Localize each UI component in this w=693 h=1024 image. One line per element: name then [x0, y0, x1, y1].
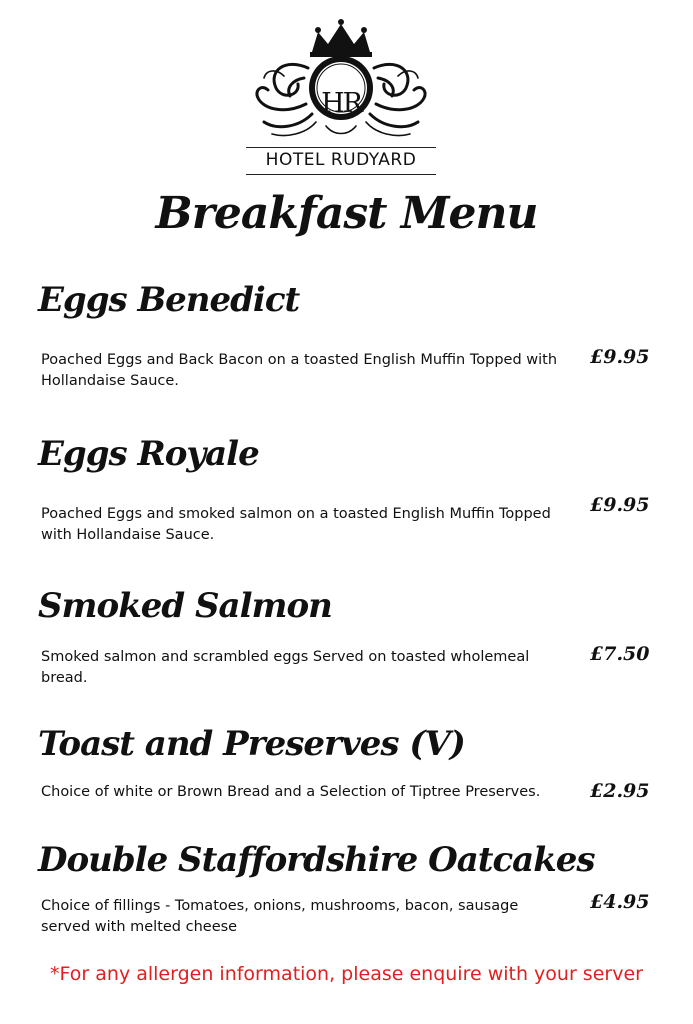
hotel-logo — [246, 18, 436, 170]
item-price-double-staffordshire-oatcakes: £4.95 — [590, 891, 650, 913]
item-description-eggs-benedict: Poached Eggs and Back Bacon on a toasted English Muffin Topped with Hollandaise Sauce. — [41, 352, 558, 389]
item-name-eggs-royale: Eggs Royale — [38, 434, 259, 474]
item-description-eggs-royale: Poached Eggs and smoked salmon on a toasted English Muffin Topped with Hollandaise Sauce. — [41, 506, 551, 543]
item-description-smoked-salmon: Smoked salmon and scrambled eggs Served on toasted wholemeal bread. — [41, 649, 530, 686]
item-name-double-staffordshire-oatcakes: Double Staffordshire Oatcakes — [38, 840, 595, 880]
logo-top-rule — [246, 147, 436, 148]
crown-crest-icon — [246, 18, 436, 146]
item-price-smoked-salmon: £7.50 — [590, 643, 650, 665]
item-price-toast-and-preserves: £2.95 — [590, 780, 650, 802]
item-description-double-staffordshire-oatcakes: Choice of fillings - Tomatoes, onions, mushrooms, bacon, sausage served with melted cheese — [41, 898, 519, 935]
allergen-notice: *For any allergen information, please enquire with your server — [50, 963, 643, 985]
item-name-toast-and-preserves: Toast and Preserves (V) — [38, 724, 465, 764]
item-name-eggs-benedict: Eggs Benedict — [38, 280, 300, 320]
item-price-eggs-royale: £9.95 — [590, 494, 650, 516]
item-name-smoked-salmon: Smoked Salmon — [38, 586, 332, 626]
item-description-toast-and-preserves: Choice of white or Brown Bread and a Selection of Tiptree Preserves. — [41, 784, 541, 800]
logo-bottom-rule — [246, 174, 436, 175]
logo-monogram: HR — [321, 88, 361, 119]
item-price-eggs-benedict: £9.95 — [590, 346, 650, 368]
menu-title: Breakfast Menu — [155, 188, 538, 239]
hotel-name: HOTEL RUDYARD — [265, 150, 417, 170]
